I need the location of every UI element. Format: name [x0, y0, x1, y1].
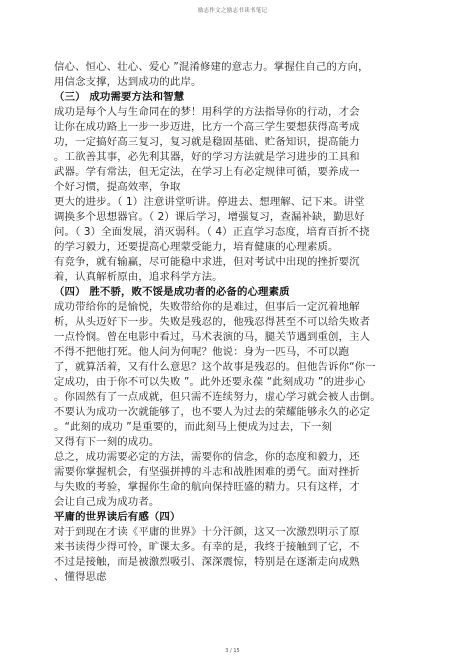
text-line: 功，一定搞好高三复习，复习就是稳固基础、贮备知识，提高能力: [54, 136, 360, 148]
text-line: 与失败的考验，掌握你生命的航向保持旺盛的精力。只有这样，才: [54, 481, 360, 493]
text-line: 析，从头迈好下一步。失败是残忍的，他残忍得甚至不可以给失败者: [54, 316, 371, 328]
text-line: 问。（ 3）全面发展，消灭弱科。（ 4）正直学习态度，培育百折不挠: [54, 226, 370, 238]
text-line: 需要你掌握机会，有坚强拼搏的斗志和战胜困难的勇气。面对挫折: [54, 466, 360, 478]
text-line: 了，就算活着，又有什么意思？这个故事是残忍的。但他告诉你“你一: [54, 361, 376, 373]
text-line: 更大的进步。（ 1）注意讲堂听讲。停进去、想理解、记下来。讲堂: [54, 196, 365, 208]
text-line: 用信念支撑，达到成功的此岸。: [54, 76, 202, 88]
section-heading: （四） 胜不骄，败不馁是成功者的必备的心理素质: [54, 286, 290, 298]
page-header: 励志作文之励志书读书笔记: [197, 8, 268, 14]
section-heading: （三） 成功需要方法和智慧: [54, 91, 185, 103]
text-line: 来书读得少得可怜，旷课太多。有幸的是，我终于接触到了它，不: [54, 541, 360, 553]
text-line: 定成功，由于你不可以失败 ”。此外还要永葆 “此刻成功 ”的进步心: [54, 376, 366, 388]
text-line: 让你在成功路上一步一步迈进，比方一个高三学生要想获得高考成: [54, 121, 360, 133]
text-line: 、懂得思虑: [54, 571, 107, 583]
text-line: 不过是接触，而是被激烈吸引、深深震惊，特别是在逐渐走向成熟: [54, 556, 360, 568]
text-line: 成功带给你的是愉悦，失败带给你的是难过，但事后一定沉着地解: [54, 301, 360, 313]
text-line: 会让自己成为成功者。: [54, 496, 160, 508]
text-line: 信心、恒心、壮心、爱心 ”混淆修建的意志力。掌握住自己的方向，: [54, 61, 369, 73]
text-line: 又得有下一刻的成功。: [54, 436, 160, 448]
text-line: 调换多个思想器官。（ 2）课后学习，增强复习，查漏补缺，勤思好: [54, 211, 365, 223]
text-line: 对于到现在才读《平庸的世界》十分汗颜，这又一次激烈明示了原: [54, 526, 360, 538]
text-line: 。你固然有了一点成就，但只需不连续努力，虚心学习就会被人击倒。: [54, 391, 381, 403]
text-line: 有竞争，就有输赢，尽可能稳中求进，但对考试中出现的挫折要沉: [54, 256, 360, 268]
document-body: [54, 60, 416, 585]
text-line: 的学习毅力，还要提高心理蒙受能力，培育健康的心理素质。: [54, 241, 339, 253]
text-line: 。“此刻的成功 ”是重要的，而此刻马上便成为过去，下一刻: [54, 421, 333, 433]
text-line: 。工欲善其事，必先利其器，好的学习方法就是学习进步的工具和: [54, 151, 360, 163]
text-line: 一点怜悯。曾在电影中看过，马术表演的马，腿关节遇到重创，主人: [54, 331, 371, 343]
text-line: 总之，成功需要必定的方法，需要你的信念，你的态度和毅力，还: [54, 451, 360, 463]
text-line: 个好习惯，提高效率，争取: [54, 181, 181, 193]
text-line: 成功是每个人与生命同在的梦！用科学的方法指导你的行动，才会: [54, 106, 360, 118]
text-line: 不要认为成功一次就能够了，也不要人为过去的荣耀能够永久的必定: [54, 406, 371, 418]
text-line: 着，认真解析原由，追求科学方法。: [54, 271, 223, 283]
section-heading: 平庸的世界读后有感（四）: [54, 511, 181, 523]
text-line: 武器。学有常法，但无定法，在学习上有必定规律可循，要养成一: [54, 166, 360, 178]
text-line: 不得不把他打死。他人问为何呢？他说：身为一匹马，不可以跑: [54, 346, 350, 358]
page-number: 3 / 15: [225, 648, 240, 654]
